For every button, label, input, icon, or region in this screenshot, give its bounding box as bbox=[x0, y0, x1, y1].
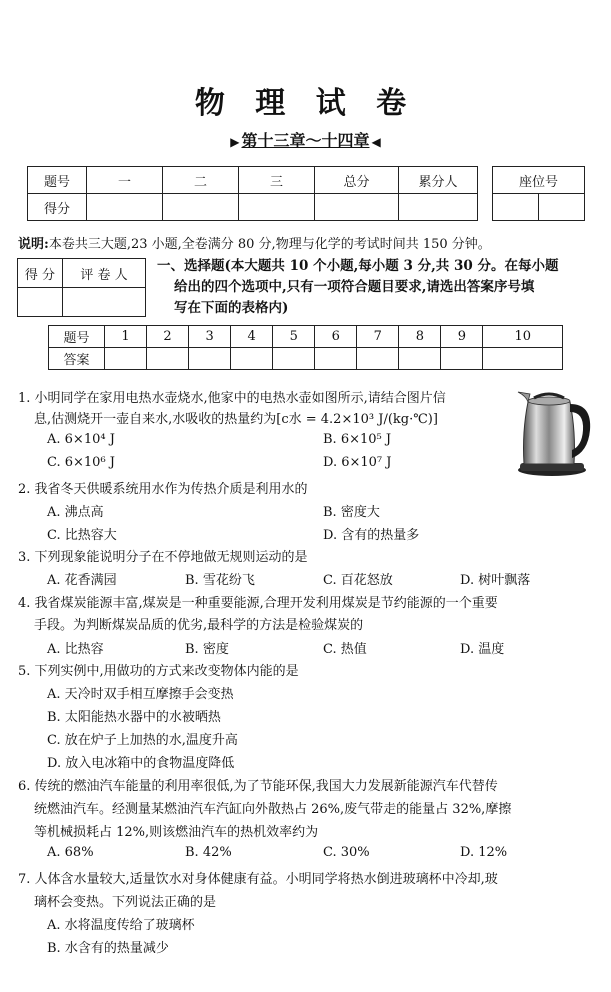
question-4-line: 4. 我省煤炭能源丰富,煤炭是一种重要能源,合理开发利用煤炭是节约能源的一个重要 bbox=[18, 596, 498, 611]
option: B. 密度 bbox=[185, 642, 229, 657]
option: C. 6×10⁶ J bbox=[47, 455, 116, 470]
instructions bbox=[18, 233, 491, 252]
option: C. 放在炉子上加热的水,温度升高 bbox=[47, 733, 238, 748]
answer-cell[interactable] bbox=[315, 348, 357, 370]
score-table-header: 一 bbox=[87, 167, 163, 194]
page-title: 物 理 试 卷 bbox=[194, 86, 417, 121]
option: A. 6×10⁴ J bbox=[47, 432, 115, 447]
instructions-text: 本卷共三大题,23 小题,全卷满分 80 分,物理与化学的考试时间共 150 分钟。 bbox=[48, 237, 491, 252]
grader-score-cell[interactable] bbox=[18, 288, 63, 317]
question-6-line: 6. 传统的燃油汽车能量的利用率很低,为了节能环保,我国大力发展新能源汽车代替传 bbox=[18, 779, 498, 794]
option: A. 花香满园 bbox=[47, 573, 117, 588]
score-cell[interactable] bbox=[399, 194, 478, 221]
answer-cell[interactable] bbox=[231, 348, 273, 370]
answer-cell[interactable] bbox=[105, 348, 147, 370]
question-5-line: 5. 下列实例中,用做功的方式来改变物体内能的是 bbox=[18, 664, 299, 679]
score-table-header: 题号 bbox=[28, 167, 87, 194]
question-6-line: 统燃油汽车。经测量某燃油汽车汽缸向外散热占 26%,废气带走的能量占 32%,摩擦 bbox=[34, 802, 512, 817]
question-number: 8 bbox=[399, 326, 441, 348]
question-4-line: 手段。为判断煤炭品质的优劣,最科学的方法是检验煤炭的 bbox=[34, 618, 364, 633]
option: C. 30% bbox=[323, 845, 370, 860]
section-heading-line: 写在下面的表格内) bbox=[174, 300, 289, 316]
option: A. 水将温度传给了玻璃杯 bbox=[47, 918, 195, 933]
score-table-header: 累分人 bbox=[399, 167, 478, 194]
grader-box bbox=[17, 258, 146, 317]
answer-cell[interactable] bbox=[147, 348, 189, 370]
chapter-range bbox=[0, 128, 611, 151]
question-7-line: 7. 人体含水量较大,适量饮水对身体健康有益。小明同学将热水倒进玻璃杯中冷却,玻 bbox=[18, 872, 498, 887]
option: B. 雪花纷飞 bbox=[185, 573, 255, 588]
option: A. 沸点高 bbox=[47, 505, 104, 520]
question-number: 10 bbox=[483, 326, 563, 348]
option: D. 12% bbox=[460, 845, 508, 860]
answer-cell[interactable] bbox=[189, 348, 231, 370]
option: B. 密度大 bbox=[323, 505, 380, 520]
option: A. 天冷时双手相互摩擦手会变热 bbox=[47, 687, 234, 702]
score-table bbox=[27, 166, 478, 221]
option: A. 比热容 bbox=[47, 642, 104, 657]
answer-cell[interactable] bbox=[273, 348, 315, 370]
score-cell[interactable] bbox=[239, 194, 315, 221]
answer-cell[interactable] bbox=[357, 348, 399, 370]
question-1-line: 1. 小明同学在家用电热水壶烧水,他家中的电热水壶如图所示,请结合图片信 bbox=[18, 391, 446, 406]
option: D. 含有的热量多 bbox=[323, 528, 420, 543]
question-number: 3 bbox=[189, 326, 231, 348]
option: C. 百花怒放 bbox=[323, 573, 393, 588]
option: D. 6×10⁷ J bbox=[323, 455, 392, 470]
option: B. 太阳能热水器中的水被晒热 bbox=[47, 710, 221, 725]
score-table-header: 总分 bbox=[315, 167, 399, 194]
electric-kettle-image bbox=[512, 386, 594, 478]
score-cell[interactable] bbox=[163, 194, 239, 221]
score-cell[interactable] bbox=[87, 194, 163, 221]
chapter-range-text: 第十三章～十四章 bbox=[241, 131, 370, 150]
section-heading-line: 给出的四个选项中,只有一项符合题目要求,请选出答案序号填 bbox=[174, 279, 535, 295]
seat-table bbox=[492, 166, 585, 221]
option: A. 68% bbox=[47, 845, 94, 860]
triangle-left-icon: ◀ bbox=[371, 135, 381, 149]
option: B. 6×10⁵ J bbox=[323, 432, 392, 447]
score-row-label: 得分 bbox=[28, 194, 87, 221]
question-number: 5 bbox=[273, 326, 315, 348]
seat-cell[interactable] bbox=[493, 194, 539, 221]
question-2-line: 2. 我省冬天供暖系统用水作为传热介质是利用水的 bbox=[18, 482, 308, 497]
question-3-line: 3. 下列现象能说明分子在不停地做无规则运动的是 bbox=[18, 550, 308, 565]
question-1-line: 息,估测烧开一壶自来水,水吸收的热量约为[c水 = 4.2×10³ J/(kg·℃)] bbox=[34, 412, 438, 427]
answer-table-header: 题号 bbox=[49, 326, 105, 348]
option: B. 42% bbox=[185, 845, 232, 860]
question-number: 6 bbox=[315, 326, 357, 348]
option: D. 放入电冰箱中的食物温度降低 bbox=[47, 756, 235, 771]
option: D. 温度 bbox=[460, 642, 505, 657]
section-heading-line: 一、选择题(本大题共 10 个小题,每小题 3 分,共 30 分。在每小题 bbox=[157, 258, 559, 274]
answer-cell[interactable] bbox=[483, 348, 563, 370]
grader-name-label: 评 卷 人 bbox=[63, 259, 146, 288]
score-table-header: 二 bbox=[163, 167, 239, 194]
question-number: 2 bbox=[147, 326, 189, 348]
question-6-line: 等机械损耗占 12%,则该燃油汽车的热机效率约为 bbox=[34, 825, 319, 840]
option: C. 热值 bbox=[323, 642, 367, 657]
triangle-right-icon: ▶ bbox=[230, 135, 240, 149]
score-cell[interactable] bbox=[315, 194, 399, 221]
instructions-label: 说明: bbox=[18, 237, 49, 252]
grader-name-cell[interactable] bbox=[63, 288, 146, 317]
answer-row-label: 答案 bbox=[49, 348, 105, 370]
question-7-line: 璃杯会变热。下列说法正确的是 bbox=[34, 895, 217, 910]
section-heading bbox=[157, 256, 597, 319]
question-number: 4 bbox=[231, 326, 273, 348]
question-number: 1 bbox=[105, 326, 147, 348]
seat-label: 座位号 bbox=[493, 167, 585, 194]
answer-cell[interactable] bbox=[399, 348, 441, 370]
answer-cell[interactable] bbox=[441, 348, 483, 370]
answer-table bbox=[48, 325, 563, 370]
question-number: 7 bbox=[357, 326, 399, 348]
question-number: 9 bbox=[441, 326, 483, 348]
option: D. 树叶飘落 bbox=[460, 573, 531, 588]
option: B. 水含有的热量减少 bbox=[47, 941, 169, 956]
grader-score-label: 得 分 bbox=[18, 259, 63, 288]
seat-cell[interactable] bbox=[538, 194, 584, 221]
score-table-header: 三 bbox=[239, 167, 315, 194]
option: C. 比热容大 bbox=[47, 528, 117, 543]
